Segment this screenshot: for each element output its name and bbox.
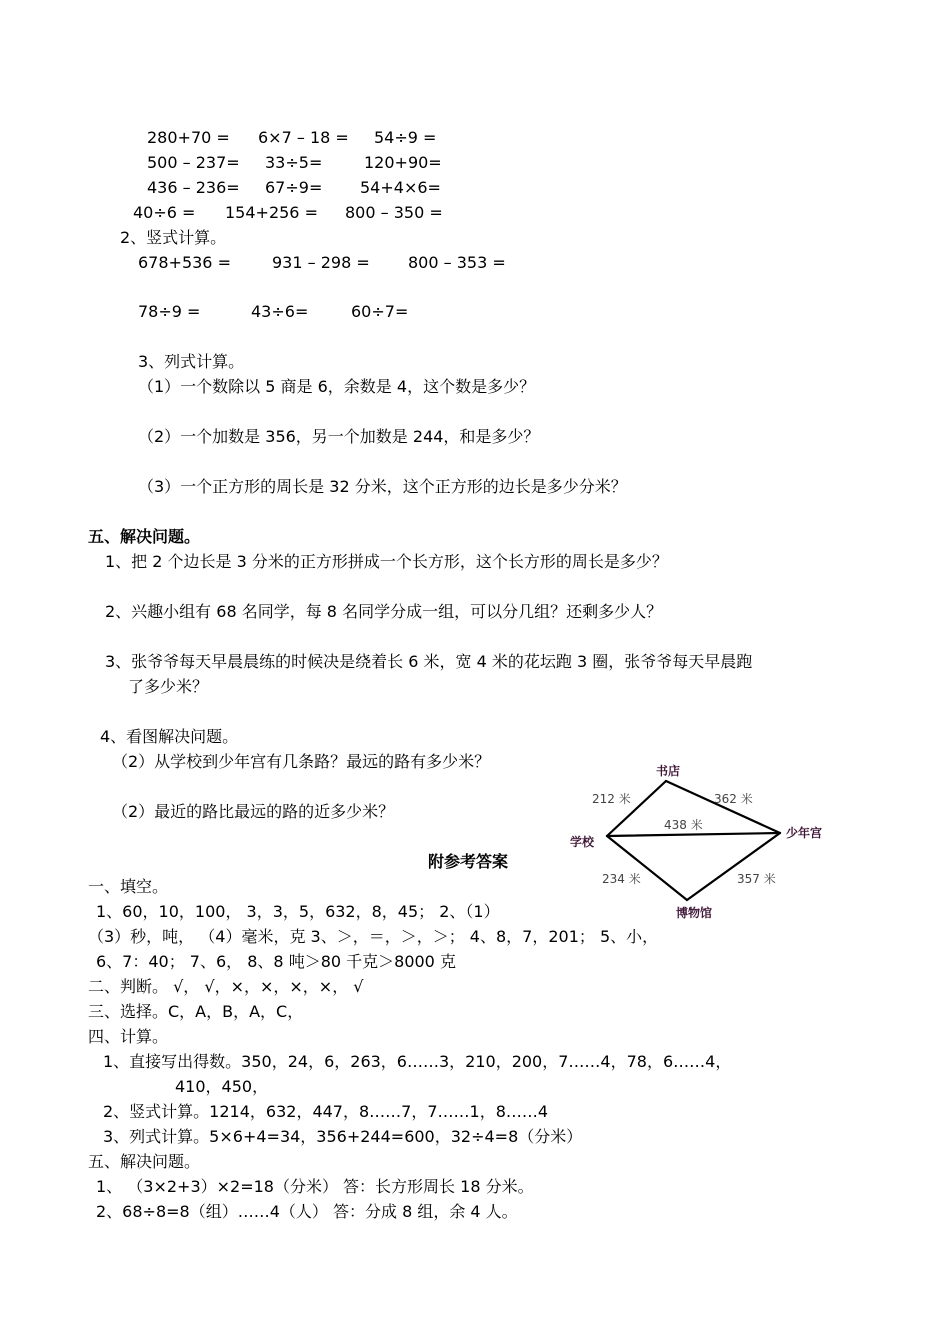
answer-line: 2、68÷8=8（组）……4（人） 答：分成 8 组，余 4 人。: [96, 1202, 518, 1221]
answer-line: 2、竖式计算。1214，632，447，8……7，7……1，8……4: [103, 1102, 549, 1121]
bookstore-label: 书店: [655, 764, 681, 778]
answer-line: 三、选择。C，A，B，A，C，: [88, 1002, 304, 1021]
calc-item: 43÷6=: [251, 302, 309, 321]
section-title: 五、解决问题。: [88, 527, 201, 546]
answer-line: 1、60，10，100， 3，3，5，632，8，45； 2、（1）: [96, 902, 500, 921]
route-school-palace: [607, 833, 780, 836]
route-museum-palace: [687, 833, 780, 900]
calc-item: 931 – 298 =: [272, 253, 370, 272]
calc-item: 800 – 350 =: [345, 203, 443, 222]
calc-item: 60÷7=: [351, 302, 409, 321]
answer-line: 6、7：40； 7、6， 8、8 吨＞80 千克＞8000 克: [96, 952, 456, 971]
calc-item: 280+70 =: [147, 128, 230, 147]
distance-label: 234 米: [602, 872, 641, 886]
distance-label: 357 米: [737, 872, 776, 886]
calc-item: 33÷5=: [265, 153, 323, 172]
question: （2）最近的路比最远的路的近多少米？: [112, 802, 395, 821]
calc-item: 436 – 236=: [147, 178, 240, 197]
question: 4、看图解决问题。: [100, 727, 239, 746]
route-school-museum: [607, 836, 687, 900]
question: 2、兴趣小组有 68 名同学，每 8 名同学分成一组，可以分几组？还剩多少人？: [105, 602, 663, 621]
answer-line: 1、 （3×2+3）×2=18（分米） 答：长方形周长 18 分米。: [96, 1177, 534, 1196]
question: 3、张爷爷每天早晨晨练的时候决是绕着长 6 米，宽 4 米的花坛跑 3 圈，张爷爷每天早晨跑: [105, 652, 753, 671]
question: （1）一个数除以 5 商是 6，余数是 4，这个数是多少？: [138, 377, 536, 396]
calc-item: 40÷6 =: [133, 203, 196, 222]
answer-line: 410，450，: [175, 1077, 269, 1096]
section-heading: 3、列式计算。: [138, 352, 245, 371]
calc-item: 154+256 =: [225, 203, 318, 222]
answers-title: 附参考答案: [428, 852, 509, 871]
answer-line: 1、直接写出得数。350，24，6，263，6……3，210，200，7……4，78，6……4，: [103, 1052, 732, 1071]
question: 1、把 2 个边长是 3 分米的正方形拼成一个长方形，这个长方形的周长是多少？: [105, 552, 668, 571]
answer-line: 四、计算。: [88, 1027, 169, 1046]
distance-label: 212 米: [592, 792, 631, 806]
question: （2）一个加数是 356，另一个加数是 244，和是多少？: [138, 427, 540, 446]
answer-line: 一、填空。: [88, 877, 169, 896]
calc-item: 800 – 353 =: [408, 253, 506, 272]
answer-line: 3、列式计算。5×6+4=34，356+244=600，32÷4=8（分米）: [103, 1127, 583, 1146]
distance-label: 438 米: [664, 818, 703, 832]
calc-item: 67÷9=: [265, 178, 323, 197]
distance-label: 362 米: [714, 792, 753, 806]
question: （2）从学校到少年宫有几条路？最远的路有多少米？: [112, 752, 491, 771]
calc-item: 78÷9 =: [138, 302, 201, 321]
answer-line: 五、解决问题。: [88, 1152, 201, 1171]
route-diagram: [560, 755, 840, 935]
calc-item: 54+4×6=: [360, 178, 441, 197]
calc-item: 54÷9 =: [374, 128, 437, 147]
palace-label: 少年宫: [786, 826, 823, 840]
answer-line: （3）秒，吨， （4）毫米，克 3、＞，＝，＞，＞； 4、8，7，201； 5、小，: [88, 927, 659, 946]
answer-line: 二、判断。 √， √，×，×，×，×， √: [88, 977, 364, 996]
calc-item: 500 – 237=: [147, 153, 240, 172]
calc-item: 6×7 – 18 =: [258, 128, 349, 147]
calc-item: 120+90=: [364, 153, 442, 172]
section-heading: 2、竖式计算。: [120, 228, 227, 247]
calc-item: 678+536 =: [138, 253, 231, 272]
route-school-bookstore: [607, 781, 666, 836]
school-label: 学校: [570, 835, 595, 849]
question: 了多少米？: [128, 677, 209, 696]
question: （3）一个正方形的周长是 32 分米，这个正方形的边长是多少分米？: [138, 477, 627, 496]
museum-label: 博物馆: [675, 906, 713, 920]
